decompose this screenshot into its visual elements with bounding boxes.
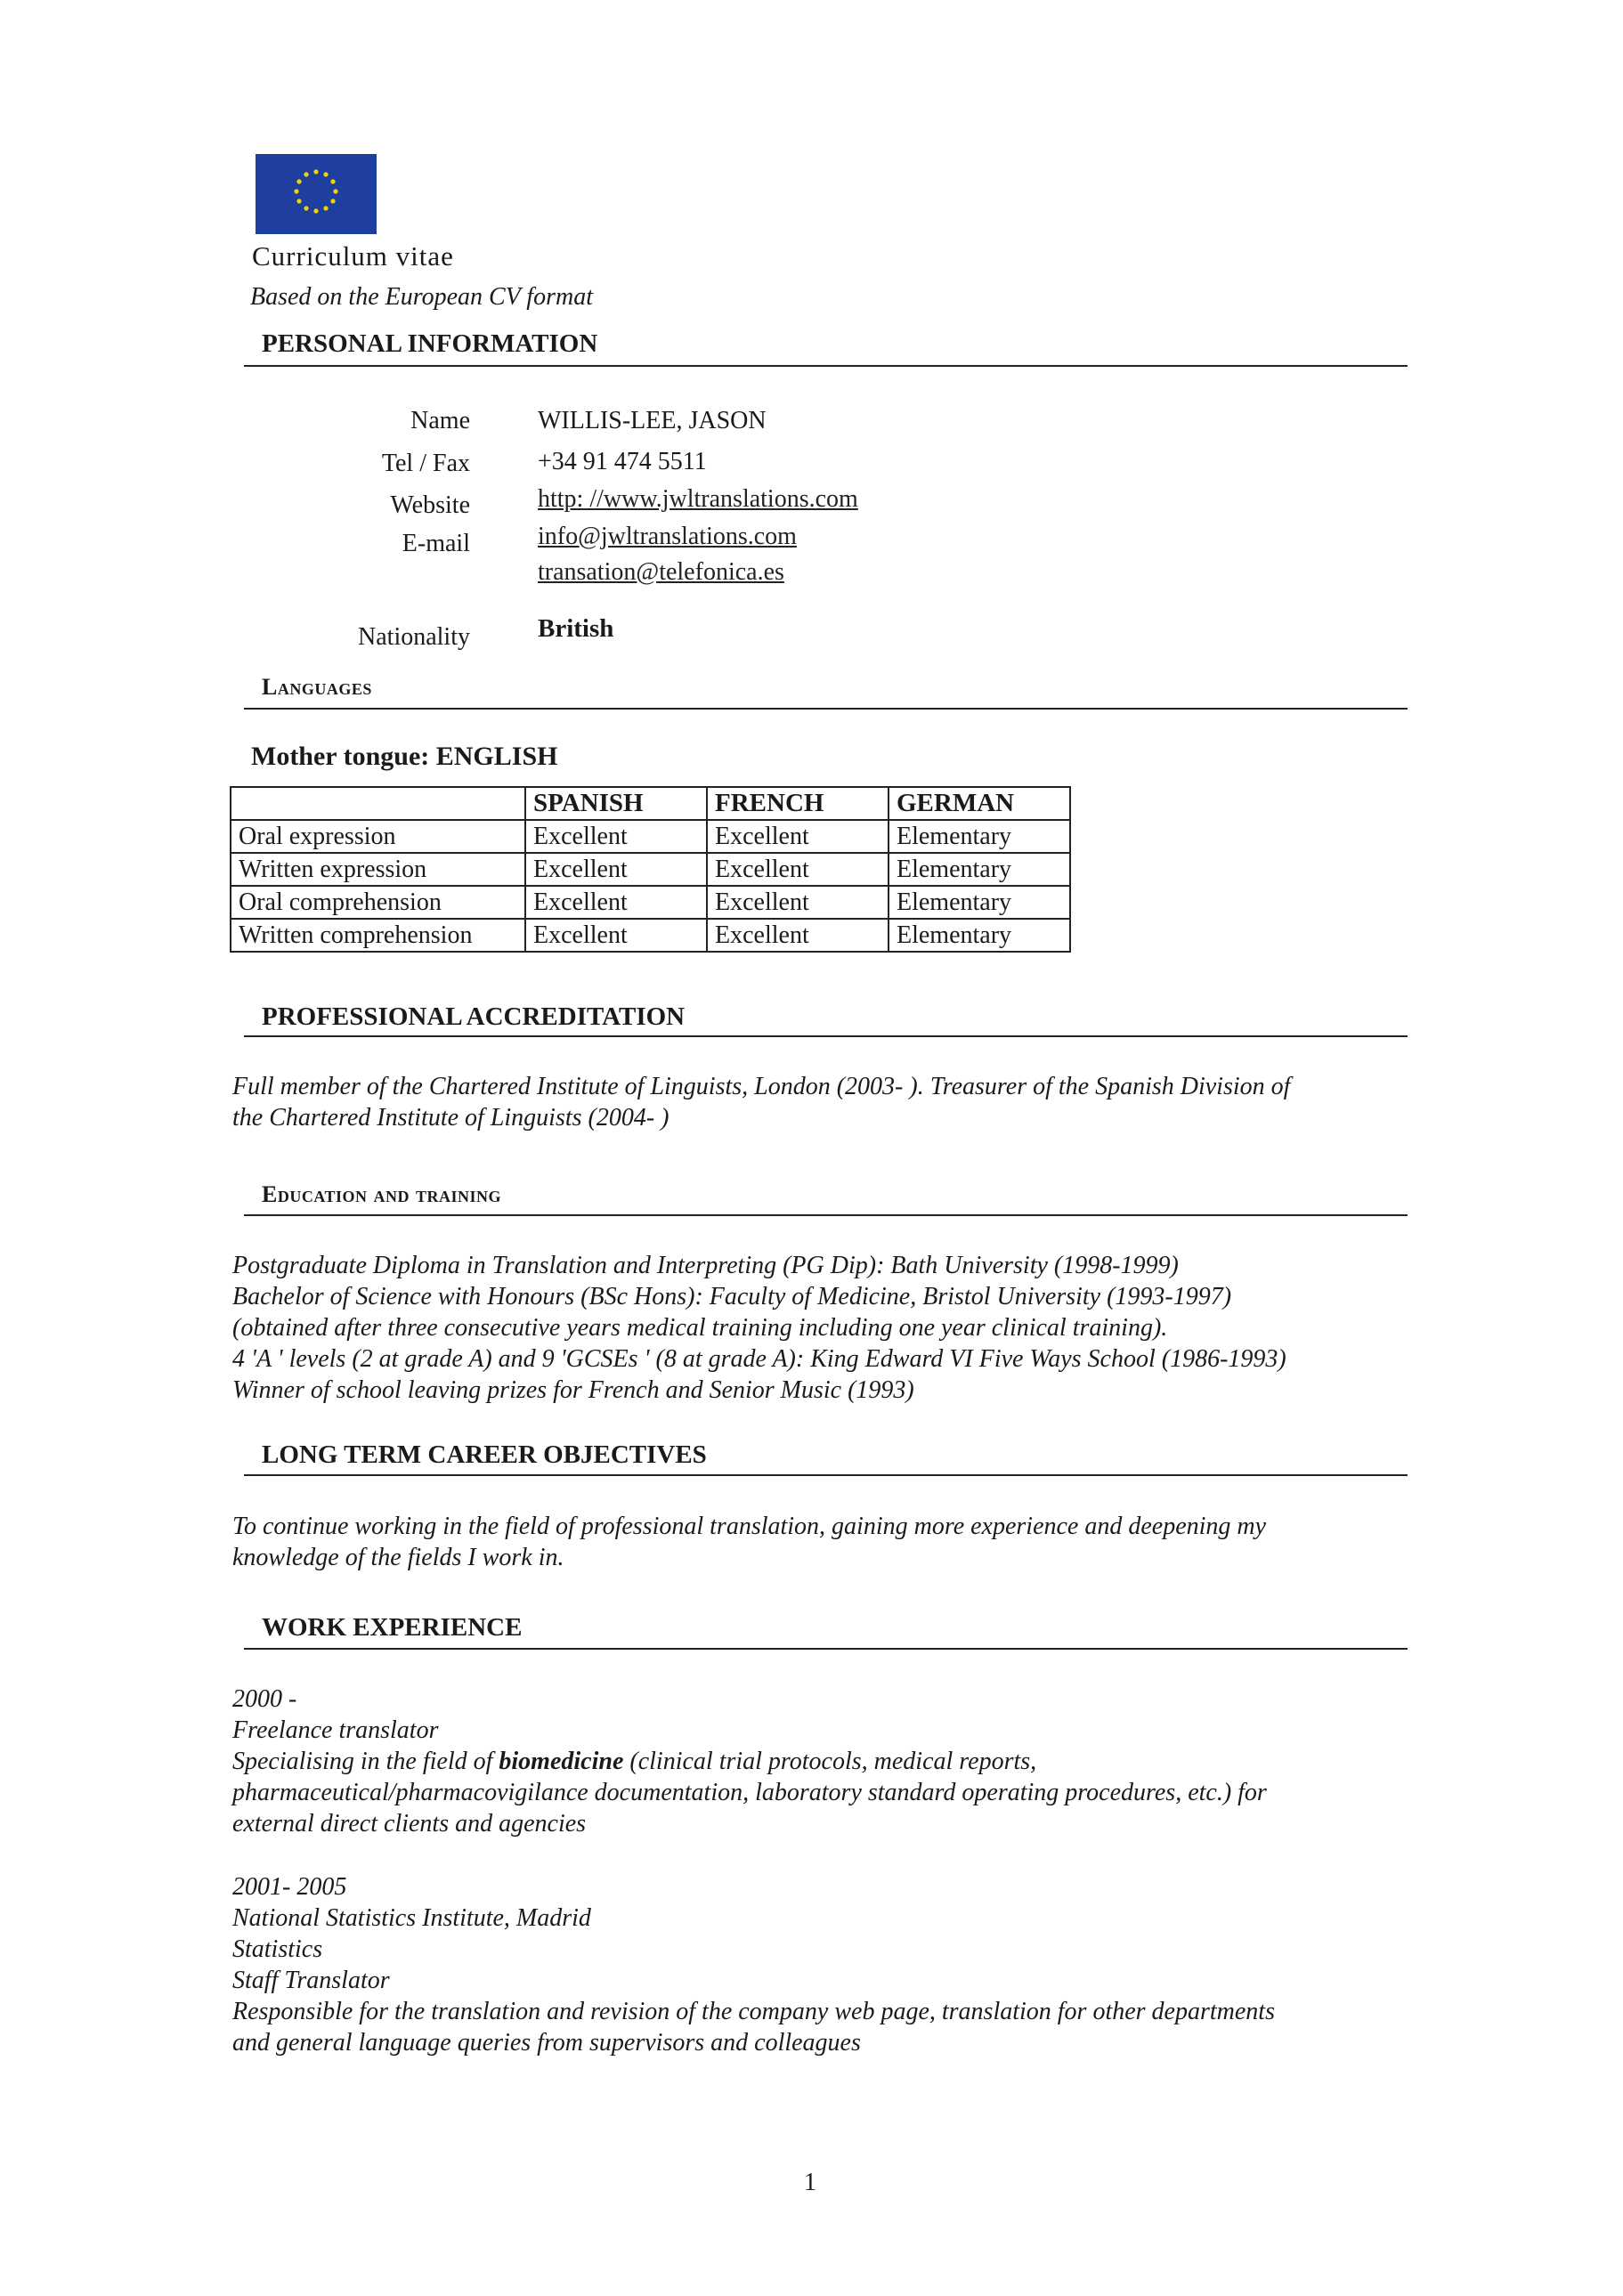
table-cell: Elementary — [889, 919, 1070, 952]
tel-label: Tel / Fax — [381, 450, 470, 477]
table-cell: Excellent — [525, 919, 707, 952]
table-row — [231, 919, 1070, 952]
table-cell: Written comprehension — [231, 919, 525, 952]
eu-stars-icon — [256, 154, 377, 234]
document-title: Curriculum vitae — [252, 240, 454, 272]
section-heading-languages: Languages — [262, 674, 372, 700]
text-line: To continue working in the field of professional translation, gaining more experience and deepening my — [232, 1513, 1267, 1540]
education-text — [232, 1250, 1416, 1406]
text-line: (obtained after three consecutive years medical training including one year clinical training). — [232, 1314, 1168, 1342]
name-value: WILLIS-LEE, JASON — [538, 407, 767, 434]
language-skills-table — [230, 786, 1071, 953]
website-label: Website — [390, 491, 470, 519]
table-cell: Excellent — [707, 853, 889, 886]
table-cell: Excellent — [525, 820, 707, 853]
text-line: Responsible for the translation and revision of the company web page, translation for other departments — [232, 1998, 1275, 2025]
text-line: Winner of school leaving prizes for French and Senior Music (1993) — [232, 1376, 914, 1404]
email-link-telefonica[interactable]: transation@telefonica.es — [538, 558, 784, 586]
text-fragment: Specialising in the field of — [232, 1748, 499, 1775]
document-subtitle: Based on the European CV format — [250, 283, 593, 311]
email-link-info[interactable]: info@jwltranslations.com — [538, 523, 797, 550]
section-divider — [244, 708, 1408, 710]
section-heading-accreditation: PROFESSIONAL ACCREDITATION — [262, 1002, 686, 1031]
table-cell: Elementary — [889, 886, 1070, 919]
mother-tongue: Mother tongue: ENGLISH — [251, 742, 558, 771]
name-label: Name — [410, 407, 470, 434]
objectives-text — [232, 1511, 1416, 1573]
text-line: knowledge of the fields I work in. — [232, 1544, 564, 1571]
column-header: FRENCH — [707, 787, 889, 820]
section-divider — [244, 365, 1408, 367]
text-fragment: (clinical trial protocols, medical reports, — [623, 1748, 1037, 1775]
table-cell: Excellent — [707, 919, 889, 952]
table-cell: Excellent — [525, 886, 707, 919]
table-row — [231, 820, 1070, 853]
column-header: SPANISH — [525, 787, 707, 820]
work-title: Staff Translator — [232, 1967, 390, 1994]
accreditation-text — [232, 1071, 1416, 1133]
work-entry-ine — [232, 1871, 1416, 2058]
work-period: 2000 - — [232, 1685, 297, 1713]
table-cell: Elementary — [889, 853, 1070, 886]
table-cell: Written expression — [231, 853, 525, 886]
text-line: Postgraduate Diploma in Translation and Interpreting (PG Dip): Bath University (1998-1999) — [232, 1252, 1179, 1279]
table-header-row — [231, 787, 1070, 820]
text-line — [232, 1746, 1416, 1777]
work-title: Freelance translator — [232, 1716, 439, 1744]
work-entry-freelance — [232, 1683, 1416, 1839]
table-cell: Oral expression — [231, 820, 525, 853]
text-line: and general language queries from supervisors and colleagues — [232, 2029, 861, 2057]
work-department: Statistics — [232, 1935, 323, 1963]
website-link[interactable]: http: //www.jwltranslations.com — [538, 485, 858, 513]
work-employer: National Statistics Institute, Madrid — [232, 1904, 591, 1932]
text-line: external direct clients and agencies — [232, 1810, 587, 1838]
nationality-value: British — [538, 614, 614, 643]
section-heading-objectives: LONG TERM CAREER OBJECTIVES — [262, 1440, 707, 1469]
section-heading-education: Education and training — [262, 1181, 502, 1207]
section-divider — [244, 1648, 1408, 1650]
table-row — [231, 886, 1070, 919]
text-line: pharmaceutical/pharmacovigilance documentation, laboratory standard operating procedures, etc.) for — [232, 1779, 1267, 1806]
table-cell: Elementary — [889, 820, 1070, 853]
email-label: E-mail — [402, 530, 470, 557]
work-period: 2001- 2005 — [232, 1873, 347, 1901]
column-header: GERMAN — [889, 787, 1070, 820]
table-row — [231, 853, 1070, 886]
section-heading-work: WORK EXPERIENCE — [262, 1613, 523, 1642]
tel-value: +34 91 474 5511 — [538, 448, 707, 475]
text-line: 4 'A ' levels (2 at grade A) and 9 'GCSEs ' (8 at grade A): King Edward VI Five Ways School (1986-1993) — [232, 1345, 1286, 1373]
table-cell: Excellent — [707, 886, 889, 919]
column-header — [231, 787, 525, 820]
table-cell: Excellent — [525, 853, 707, 886]
text-line: the Chartered Institute of Linguists (2004- ) — [232, 1104, 669, 1132]
section-divider — [244, 1474, 1408, 1476]
section-divider — [244, 1214, 1408, 1216]
table-cell: Oral comprehension — [231, 886, 525, 919]
bold-keyword: biomedicine — [499, 1748, 624, 1775]
page-number: 1 — [804, 2169, 816, 2196]
text-line: Full member of the Chartered Institute of Linguists, London (2003- ). Treasurer of the Spanish Division of — [232, 1073, 1291, 1100]
nationality-label: Nationality — [358, 623, 470, 651]
section-divider — [244, 1035, 1408, 1037]
eu-flag-logo — [256, 154, 377, 234]
text-line: Bachelor of Science with Honours (BSc Hons): Faculty of Medicine, Bristol University (1993-1997) — [232, 1283, 1232, 1310]
table-cell: Excellent — [707, 820, 889, 853]
section-heading-personal: PERSONAL INFORMATION — [262, 329, 598, 358]
